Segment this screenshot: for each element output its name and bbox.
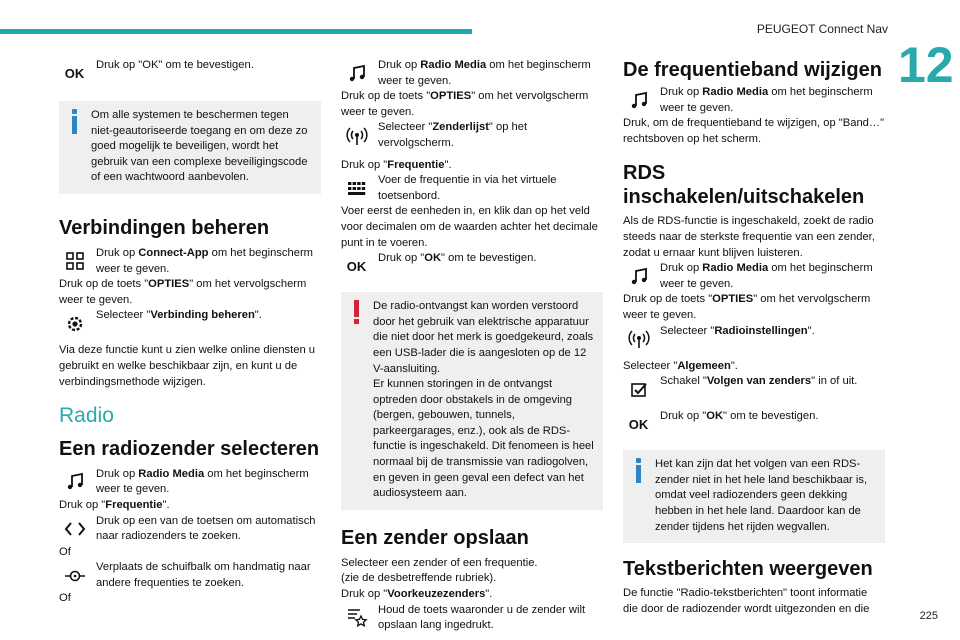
- text: " om het vervolgscherm weer te geven.: [341, 90, 589, 118]
- heading-connections: Verbindingen beheren: [59, 216, 270, 239]
- select-step-2: [59, 514, 321, 545]
- text: ".: [254, 309, 262, 322]
- heading-save-station: Een zender opslaan: [341, 526, 529, 549]
- rds-step-2: [623, 324, 885, 355]
- bold-text: Radio Media: [138, 467, 205, 480]
- select-step-3-text: Verplaats de schuifbalk om handmatig naar andere frequenties te zoeken.: [96, 561, 311, 589]
- text: Druk op ": [660, 410, 707, 423]
- band-step: [623, 85, 885, 116]
- text: Selecteer ": [660, 324, 715, 337]
- text: Druk op: [660, 86, 703, 98]
- text-decimals: Voer eerst de eenheden in, en klik dan op het veld voor decimalen om de waarden achter het decimale punt in te voeren.: [341, 205, 598, 249]
- heading-frequency-band: De frequentieband wijzigen: [623, 59, 882, 81]
- text: Druk op: [96, 246, 139, 259]
- warning-box: [341, 292, 603, 510]
- save-text-2: [341, 587, 603, 603]
- text: Druk op: [96, 467, 139, 480]
- text: om het beginscherm weer te geven.: [660, 86, 873, 114]
- column-1: [59, 58, 321, 607]
- text: Druk op ": [378, 252, 425, 265]
- gear-icon: [59, 308, 90, 339]
- ok-icon: OK: [64, 65, 85, 81]
- info-box: [59, 101, 321, 194]
- select-text-1: [59, 498, 321, 514]
- ok-step: [341, 251, 603, 282]
- band-text: Druk, om de frequentieband te wijzigen, op "Band…" rechtsboven op het scherm.: [623, 117, 885, 145]
- ok-icon: OK: [628, 416, 649, 432]
- music-note-icon: [341, 58, 372, 89]
- bold-text: Frequentie: [387, 158, 445, 171]
- text: om het beginscherm weer te geven.: [378, 59, 591, 87]
- info-text: Het kan zijn dat het volgen van een RDS-zender niet in het hele land beschikbaar is, omdat veel radiozenders geen dekking hebben in het hele land. Daardoor kan de zender tijdens het rijden wegvallen.: [655, 458, 868, 533]
- text: ".: [162, 498, 170, 511]
- ok-icon: OK: [346, 258, 367, 274]
- rds-step-3: [623, 374, 885, 405]
- text: ".: [730, 359, 738, 372]
- music-note-icon: [623, 261, 654, 292]
- select-step-2-text: Druk op een van de toetsen om automatisch naar radiozenders te zoeken.: [96, 514, 316, 543]
- section-title-radio: Radio: [59, 404, 114, 428]
- text: om het beginscherm weer te geven.: [96, 467, 309, 496]
- text: " om te bevestigen.: [723, 410, 819, 423]
- info-icon: [67, 108, 81, 134]
- text: Druk op: [660, 262, 703, 275]
- or-text: Of: [59, 592, 71, 605]
- text: " in of uit.: [811, 375, 858, 388]
- text: Druk op ": [59, 498, 106, 511]
- ok-step: [59, 58, 321, 89]
- slider-target-icon: [59, 560, 90, 591]
- text-options: [341, 89, 603, 120]
- header-title: PEUGEOT Connect Nav: [756, 22, 888, 36]
- conn-text-2: Via deze functie kunt u zien welke online diensten u gebruikt en welke beschikbaar zijn, en kunt u de verbindingsmethode wijzigen.: [59, 344, 316, 388]
- preset-star-icon: [341, 603, 372, 634]
- bold-text: Connect-App: [138, 246, 209, 259]
- apps-grid-icon: [59, 246, 90, 277]
- text: Druk op de toets ": [59, 278, 149, 291]
- text: Selecteer ": [623, 359, 678, 372]
- bold-text: Radio Media: [702, 86, 769, 98]
- bold-text: OPTIES: [712, 293, 754, 306]
- bold-text: OPTIES: [430, 90, 472, 103]
- save-step-text: Houd de toets waaronder u de zender wilt opslaan lang ingedrukt.: [378, 603, 586, 632]
- step-station-list: [341, 120, 603, 151]
- ok-step: [623, 409, 885, 440]
- or-text: Of: [59, 545, 71, 558]
- bold-text: Algemeen: [677, 359, 731, 372]
- keyboard-icon: [341, 173, 372, 204]
- column-2: [341, 58, 603, 634]
- text: ".: [807, 324, 815, 337]
- checkbox-icon: [623, 374, 654, 405]
- info-icon: [631, 457, 645, 483]
- conn-text-1: [59, 277, 321, 308]
- bold-text: Verbinding beheren: [150, 309, 255, 322]
- save-step: [341, 603, 603, 634]
- text: " om het vervolgscherm weer te geven.: [623, 293, 871, 321]
- header-accent-bar: [0, 29, 472, 34]
- bold-text: OPTIES: [148, 278, 190, 291]
- text: " om te bevestigen.: [441, 252, 537, 265]
- radio-antenna-icon: [341, 120, 372, 151]
- text: Selecteer ": [378, 121, 433, 134]
- select-step-3: [59, 560, 321, 591]
- step-keyboard: [341, 173, 603, 204]
- chapter-number: 12: [898, 37, 954, 93]
- bold-text: Volgen van zenders: [706, 375, 812, 388]
- heading-text-messages: Tekstberichten weergeven: [623, 558, 873, 581]
- bold-text: Voorkeuzezenders: [387, 588, 486, 601]
- text: Druk op de toets ": [623, 293, 713, 306]
- text: Schakel ": [660, 375, 707, 388]
- bold-text: Radio Media: [420, 59, 487, 71]
- text: Selecteer ": [96, 309, 151, 322]
- music-note-icon: [623, 85, 654, 116]
- text: Druk op de toets ": [341, 90, 431, 103]
- bold-text: Radio Media: [702, 262, 769, 275]
- bold-text: OK: [424, 252, 442, 265]
- select-step-1: [59, 467, 321, 498]
- text: om het beginscherm weer te geven.: [96, 246, 313, 275]
- text: om het beginscherm weer te geven.: [660, 262, 873, 290]
- warning-text: De radio-ontvangst kan worden verstoord door het gebruik van elektrische apparatuur die niet door het merk is goedgekeurd, zoals een USB-lader die is aangesloten op de 12 V-aansluiting. Er kunnen storingen in de ontvangst optreden door obstakels in de omgeving (bergen, gebouwen, tunnels, parkeergarages, enz.), ook als de RDS-functie is ingeschakeld. Dit fenomeen is heel normaal bij de transmissie van radiogolven, en geven in geen geval een defect van het audiosysteem aan.: [373, 300, 594, 500]
- rds-text-3: [623, 359, 885, 375]
- conn-step-2: [59, 308, 321, 339]
- bold-text: Frequentie: [105, 498, 163, 511]
- rds-text-2: [623, 292, 885, 323]
- info-text: Om alle systemen te beschermen tegen niet-geautoriseerde toegang en om deze zo goed mogelijk te beveiligen, wordt het gebruik van een complexe beveiligingscode of een wachtwoord aanbevolen.: [91, 109, 308, 184]
- keyboard-step-text: Voer de frequentie in via het virtuele toetsenbord.: [378, 174, 557, 202]
- heading-select-station: Een radiozender selecteren: [59, 437, 320, 460]
- text: " op het vervolgscherm.: [378, 121, 528, 149]
- bold-text: Radioinstellingen: [714, 324, 808, 337]
- text: " om het vervolgscherm weer te geven.: [59, 278, 307, 306]
- warning-icon: [349, 299, 363, 324]
- text: Druk op ": [341, 158, 388, 171]
- save-text-1: Selecteer een zender of een frequentie. (zie de desbetreffende rubriek).: [341, 556, 538, 585]
- bold-text: OK: [706, 410, 724, 423]
- text: ".: [485, 588, 493, 601]
- text: Druk op: [378, 59, 421, 71]
- text-frequency: [341, 158, 603, 174]
- bold-text: Zenderlijst: [432, 121, 489, 134]
- text: ".: [444, 158, 452, 171]
- conn-step-1: [59, 246, 321, 277]
- info-box: [623, 450, 885, 543]
- heading-rds: RDS inschakelen/uitschakelen: [623, 162, 865, 209]
- ok-step-text: Druk op "OK" om te bevestigen.: [96, 59, 254, 71]
- rds-step-1: [623, 261, 885, 292]
- music-note-icon: [59, 467, 90, 498]
- column-3: [623, 58, 885, 617]
- radio-antenna-icon: [623, 324, 654, 355]
- page-number: 225: [919, 610, 938, 622]
- text-messages-text: De functie "Radio-tekstberichten" toont informatie die door de radiozender wordt uitgezonden en die: [623, 587, 870, 615]
- seek-arrows-icon: [59, 514, 90, 545]
- step-radio-media: [341, 58, 603, 89]
- rds-text-1: Als de RDS-functie is ingeschakeld, zoekt de radio steeds naar de sterkste frequentie van een zender, zodat u ernaar kunt blijven luisteren.: [623, 215, 875, 259]
- text: Druk op ": [341, 588, 388, 601]
